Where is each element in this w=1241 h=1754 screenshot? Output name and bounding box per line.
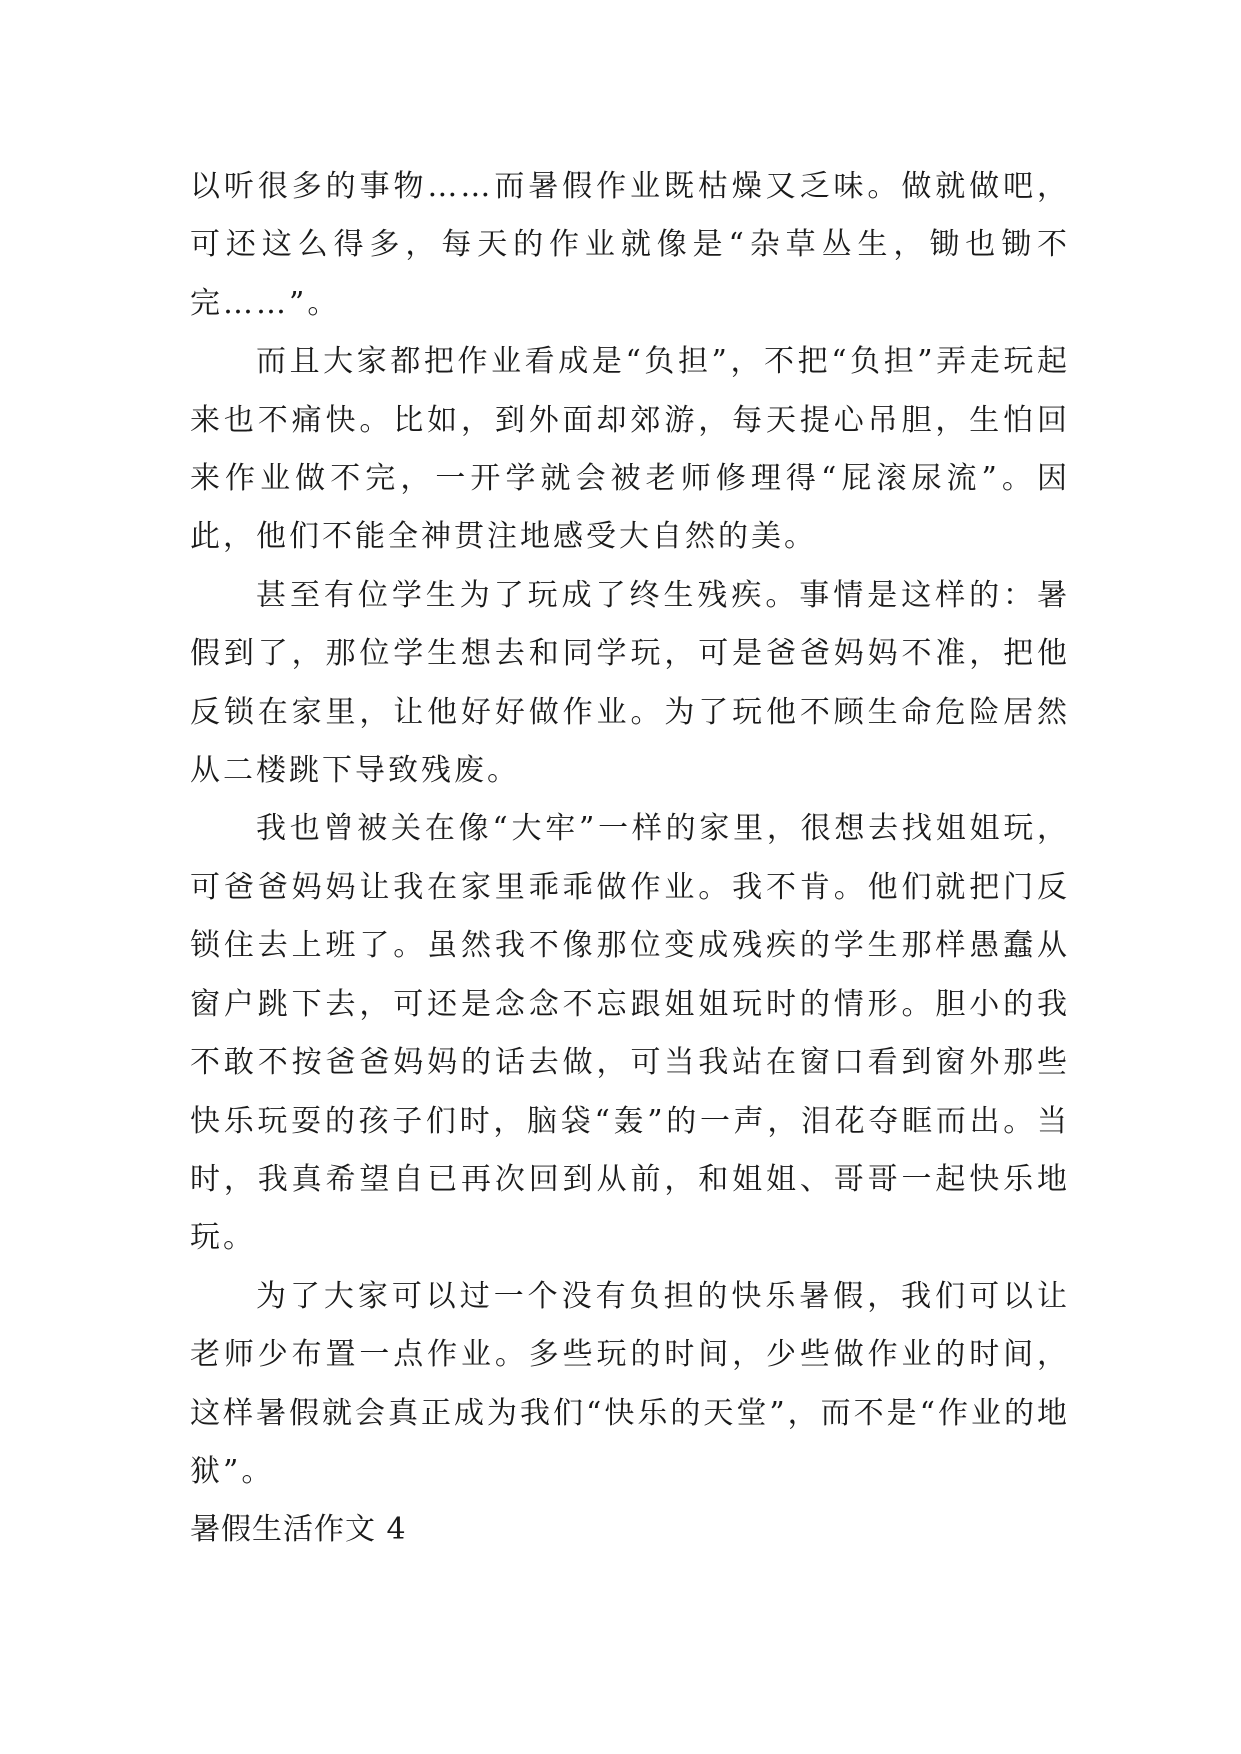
paragraph-4: 我也曾被关在像“大牢”一样的家里，很想去找姐姐玩，可爸爸妈妈让我在家里乖乖做作业。我不肯。他们就把门反锁住去上班了。虽然我不像那位变成残疾的学生那样愚蠢从窗户跳下去，可还是念念不忘跟姐姐玩时的情形。胆小的我不敢不按爸爸妈妈的话去做，可当我站在窗口看到窗外那些快乐玩耍的孩子们时，脑袋“轰”的一声，泪花夺眶而出。当时，我真希望自已再次回到从前，和姐姐、哥哥一起快乐地玩。 <box>190 811 1070 1256</box>
paragraph-5: 为了大家可以过一个没有负担的快乐暑假，我们可以让老师少布置一点作业。多些玩的时间，少些做作业的时间，这样暑假就会真正成为我们“快乐的天堂”，而不是“作业的地狱”。 <box>190 1278 1071 1489</box>
section-heading: 暑假生活作文 4 <box>190 1512 407 1548</box>
document-body <box>190 158 1070 1560</box>
paragraph-2: 而且大家都把作业看成是“负担”，不把“负担”弄走玩起来也不痛快。比如，到外面却郊游，每天提心吊胆，生怕回来作业做不完，一开学就会被老师修理得“屁滚尿流”。因此，他们不能全神贯注地感受大自然的美。 <box>190 344 1070 555</box>
paragraph-1: 以听很多的事物……而暑假作业既枯燥又乏味。做就做吧，可还这么得多，每天的作业就像是“杂草丛生，锄也锄不完……”。 <box>190 169 1070 321</box>
paragraph-3: 甚至有位学生为了玩成了终生残疾。事情是这样的：暑假到了，那位学生想去和同学玩，可是爸爸妈妈不准，把他反锁在家里，让他好好做作业。为了玩他不顾生命危险居然从二楼跳下导致残废。 <box>190 577 1070 789</box>
